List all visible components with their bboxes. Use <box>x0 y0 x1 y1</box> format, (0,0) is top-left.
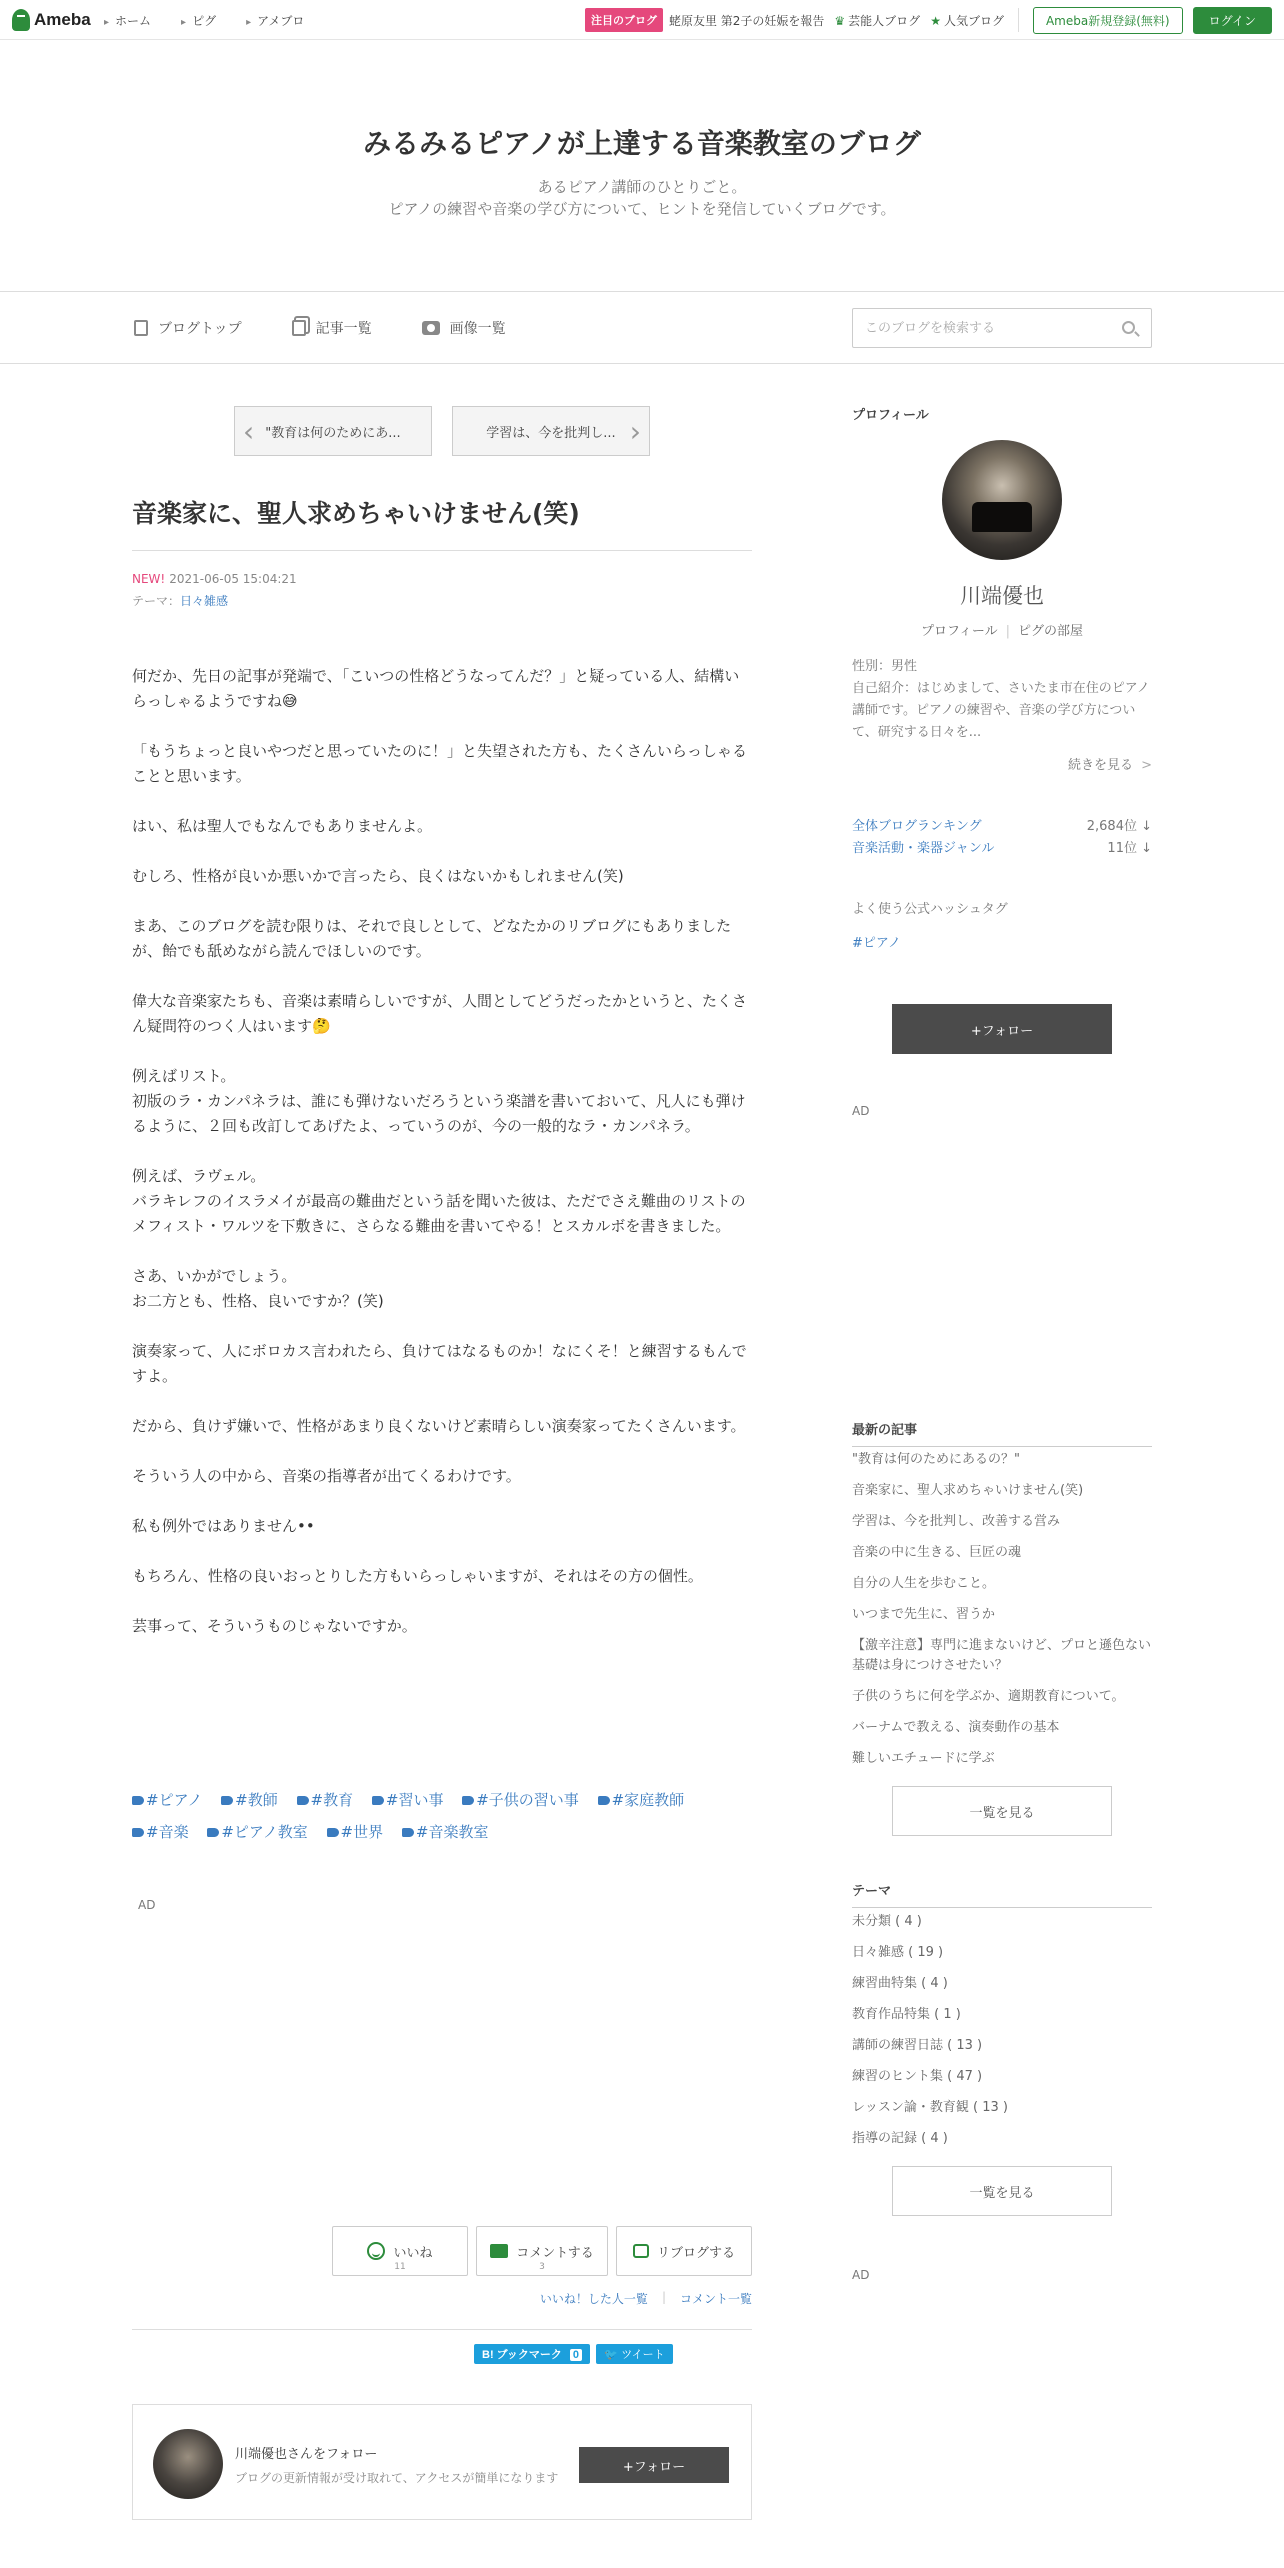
hatena-bookmark-button[interactable] <box>474 2344 590 2364</box>
hashtag-link[interactable] <box>598 1791 685 1809</box>
separator: | <box>661 2290 666 2304</box>
documents-icon <box>292 320 306 336</box>
share-buttons <box>474 2344 673 2364</box>
pigg-room-link[interactable]: ピグの部屋 <box>1018 624 1084 639</box>
global-nav-right <box>585 8 1272 32</box>
subnav-blog-top-label: ブログトップ <box>158 321 242 337</box>
ad-label: AD <box>852 1104 870 1118</box>
blog-description <box>0 176 1284 220</box>
blog-header <box>0 40 1284 292</box>
theme-link[interactable]: レッスン論・教育観 ( 13 ) <box>852 2100 1008 2115</box>
profile-gender: 性別：男性 <box>852 659 918 674</box>
hashtag-link[interactable] <box>297 1791 354 1809</box>
blog-description-line1: あるピアノ講師のひとりごと。 <box>537 178 747 196</box>
theme-list <box>852 1912 1152 2160</box>
celebrity-blog-link[interactable] <box>834 12 920 29</box>
crown-icon: ♛ <box>834 13 846 28</box>
recent-articles-list <box>852 1450 1152 1780</box>
theme-heading: テーマ <box>852 1880 1152 1908</box>
article-paragraph: だから、負けず嫌いで、性格があまり良くないけど素晴らしい演奏家ってたくさんいます。 <box>132 1417 746 1435</box>
follow-button[interactable]: +フォロー <box>579 2447 729 2483</box>
article-paragraph: 何だか、先日の記事が発端で、「こいつの性格どうなってんだ？」と疑っている人、結構いらっしゃるようですね😅 <box>132 667 740 710</box>
login-button[interactable]: ログイン <box>1193 7 1272 34</box>
blog-search-box <box>852 308 1152 348</box>
comment-count: 3 <box>539 2262 545 2272</box>
tag-icon <box>297 1796 309 1805</box>
recent-more-button[interactable]: 一覧を見る <box>892 1786 1112 1836</box>
celebrity-blog-label: 芸能人ブログ <box>848 13 921 28</box>
ranking-genre-value: 11位 ↓ <box>1107 841 1152 856</box>
ranking-all-link[interactable]: 全体ブログランキング <box>852 819 982 834</box>
ranking-row-all <box>852 816 1152 838</box>
recent-article-link[interactable]: 難しいエチュードに学ぶ <box>852 1751 995 1766</box>
hatena-count: 0 <box>570 2349 582 2361</box>
theme-more-button[interactable]: 一覧を見る <box>892 2166 1112 2216</box>
hatena-label: B! ブックマーク <box>482 2349 562 2361</box>
hashtag-text: #教育 <box>310 1791 354 1809</box>
theme-link[interactable]: 教育作品特集 ( 1 ) <box>852 2007 961 2022</box>
hashtag-heading: よく使う公式ハッシュタグ <box>852 902 1008 917</box>
divider <box>132 2329 752 2330</box>
theme-label: テーマ： <box>132 594 181 608</box>
hashtag-link[interactable] <box>132 1823 189 1841</box>
ranking <box>852 816 1152 860</box>
logo-text: Ameba <box>34 10 91 29</box>
tag-icon <box>132 1796 144 1805</box>
tag-icon <box>372 1796 384 1805</box>
article-paragraph: そういう人の中から、音楽の指導者が出てくるわけです。 <box>132 1467 521 1485</box>
recent-article-link[interactable]: 子供のうちに何を学ぶか、適期教育について。 <box>852 1689 1125 1704</box>
article-hashtags <box>132 1784 752 1848</box>
popular-blog-label: 人気ブログ <box>943 13 1004 28</box>
profile-name[interactable]: 川端優也 <box>960 584 1044 608</box>
profile-avatar[interactable] <box>942 440 1062 560</box>
camera-icon <box>422 321 440 335</box>
theme-link[interactable]: 講師の練習日誌 ( 13 ) <box>852 2038 983 2053</box>
reblog-button[interactable] <box>616 2226 752 2276</box>
follow-box-description: ブログの更新情報が受け取れて、アクセスが簡単になります <box>235 2471 559 2485</box>
sidebar-follow-button[interactable]: +フォロー <box>892 1004 1112 1054</box>
comment-list-link[interactable]: コメント一覧 <box>679 2292 752 2306</box>
register-button[interactable]: Ameba新規登録(無料) <box>1033 7 1183 34</box>
follow-box-title: 川端優也さんをフォロー <box>235 2447 378 2462</box>
ranking-row-genre <box>852 838 1152 860</box>
tweet-label: ツイート <box>621 2348 665 2361</box>
article-title[interactable]: 音楽家に、聖人求めちゃいけません(笑) <box>132 494 752 551</box>
author-avatar[interactable] <box>153 2429 223 2499</box>
article-paragraph: さあ、いかがでしょう。 お二方とも、性格、良いですか？(笑) <box>132 1267 384 1310</box>
hot-blog-badge: 注目のブログ <box>585 8 663 32</box>
tag-icon <box>207 1828 219 1837</box>
article-actions <box>332 2226 752 2276</box>
tag-icon <box>132 1828 144 1837</box>
article-paragraph: むしろ、性格が良いか悪いかで言ったら、良くはないかもしれません(笑) <box>132 867 624 885</box>
ameba-logo[interactable] <box>12 8 91 32</box>
search-icon[interactable] <box>1122 321 1135 334</box>
tag-icon <box>327 1828 339 1837</box>
theme-link[interactable]: 練習のヒント集 ( 47 ) <box>852 2069 983 2084</box>
follow-box <box>132 2404 752 2520</box>
next-article-button[interactable]: 学習は、今を批判し... › <box>452 406 650 456</box>
recent-article-link[interactable]: 【激辛注意】専門に進まないけど、プロと遜色ない基礎は身につけさせたい？ <box>852 1638 1152 1673</box>
tag-icon <box>462 1796 474 1805</box>
article-paragraph: はい、私は聖人でもなんでもありませんよ。 <box>132 817 433 835</box>
article-paragraph: まあ、このブログを読む限りは、それで良しとして、どなたかのリブログにもありましたが、飴でも舐めながら読んでほしいのです。 <box>132 917 732 960</box>
ranking-genre-link[interactable]: 音楽活動・楽器ジャンル <box>852 841 995 856</box>
nav-link-pigg[interactable]: ▸ ピグ <box>181 12 216 29</box>
blog-description-line2: ピアノの練習や音楽の学び方について、ヒントを発信していくブログです。 <box>388 200 896 218</box>
article-paragraph: 例えば、ラヴェル。 バラキレフのイスラメイが最高の難曲だという話を聞いた彼は、ただでさえ難曲のリストのメフィスト・ワルツを下敷きに、さらなる難曲を書いてやる！とスカルボを書きました。 <box>132 1167 746 1235</box>
recent-article-link[interactable]: 音楽の中に生きる、巨匠の魂 <box>852 1545 1022 1560</box>
profile-more-link[interactable]: 続きを見る > <box>1068 754 1152 773</box>
like-button[interactable] <box>332 2226 468 2276</box>
recent-article-link[interactable]: いつまで先生に、習うか <box>852 1607 996 1622</box>
profile-heading: プロフィール <box>852 408 929 423</box>
blog-search-input[interactable] <box>853 309 1103 347</box>
hashtag-link[interactable] <box>132 1791 202 1809</box>
article-paragraph: 例えばリスト。 初版のラ・カンパネラは、誰にも弾けないだろうという楽譜を書いておいて、凡人にも弾けるように、２回も改訂してあげたよ、っていうのが、今の一般的なラ・カンパネラ。 <box>132 1067 746 1135</box>
ranking-all-value: 2,684位 ↓ <box>1086 819 1152 834</box>
recent-articles-heading: 最新の記事 <box>852 1419 1152 1447</box>
global-nav <box>0 0 1284 40</box>
article-paragraph: もちろん、性格の良いおっとりした方もいらっしゃいますが、それはその方の個性。 <box>132 1567 703 1585</box>
smile-icon <box>367 2242 385 2260</box>
hashtag-text: #教師 <box>235 1791 278 1809</box>
subnav-article-list[interactable] <box>292 318 372 338</box>
hashtag-text: #音楽 <box>146 1823 189 1841</box>
comment-icon <box>490 2244 508 2258</box>
subnav-image-list[interactable] <box>422 318 506 338</box>
hashtag-text: #ピアノ教室 <box>221 1823 308 1841</box>
theme-link[interactable]: 練習曲特集 ( 4 ) <box>852 1976 948 1991</box>
recent-article-link[interactable]: 自分の人生を歩むこと。 <box>852 1576 996 1591</box>
profile-intro: 自己紹介：はじめまして、さいたま市在住のピアノ講師です。ピアノの練習や、音楽の学び方について、研究する日々を... <box>852 681 1150 740</box>
recent-article-link[interactable]: バーナムで教える、演奏動作の基本 <box>852 1720 1060 1735</box>
subnav-blog-top[interactable] <box>134 318 242 338</box>
liked-users-link[interactable]: いいね！した人一覧 <box>539 2292 648 2306</box>
hashtag-text: #家庭教師 <box>611 1791 685 1809</box>
tag-icon <box>402 1828 414 1837</box>
reblog-icon <box>633 2244 649 2258</box>
comment-label: コメントする <box>516 2245 594 2261</box>
separator: | <box>1005 624 1011 639</box>
nav-link-ameblo[interactable]: ▸ アメブロ <box>246 12 304 29</box>
recent-article-link[interactable]: 学習は、今を批判し、改善する営み <box>852 1514 1061 1529</box>
hashtag-link[interactable] <box>327 1823 384 1841</box>
article-datetime: 2021-06-05 15:04:21 <box>169 572 297 586</box>
hashtag-text: #世界 <box>340 1823 384 1841</box>
recent-article-link[interactable]: 音楽家に、聖人求めちゃいけません(笑) <box>852 1483 1084 1498</box>
article-paragraph: 「もうちょっと良いやつだと思っていたのに！」と失望された方も、たくさんいらっしゃることと思います。 <box>132 742 748 785</box>
profile-links <box>852 620 1152 639</box>
ad-label: AD <box>852 2268 870 2282</box>
theme-link[interactable]: 指導の記録 ( 4 ) <box>852 2131 948 2146</box>
twitter-bird-icon: 🐦 <box>604 2348 618 2361</box>
blog-title[interactable]: みるみるピアノが上達する音楽教室のブログ <box>363 127 921 160</box>
divider <box>1018 8 1019 32</box>
article-pager <box>234 406 650 456</box>
blog-subnav <box>0 292 1284 364</box>
hashtag-link[interactable] <box>207 1823 307 1841</box>
reblog-label: リブログする <box>656 2245 735 2261</box>
article-paragraph: 私も例外ではありません•• <box>132 1517 315 1535</box>
hashtag-link[interactable] <box>402 1823 489 1841</box>
sidebar-hashtag-link[interactable]: #ピアノ <box>852 936 901 951</box>
profile-link[interactable]: プロフィール <box>920 624 998 639</box>
hashtag-text: #習い事 <box>385 1791 444 1809</box>
star-icon: ★ <box>930 13 941 28</box>
article-meta <box>132 568 297 612</box>
subnav-article-list-label: 記事一覧 <box>315 321 372 337</box>
tag-icon <box>598 1796 610 1805</box>
hashtag-text: #音楽教室 <box>415 1823 489 1841</box>
recent-article-link[interactable]: "教育は何のためにあるの？" <box>852 1452 1020 1467</box>
popular-blog-link[interactable] <box>930 12 1004 29</box>
new-badge: NEW! <box>132 572 166 586</box>
like-count: 11 <box>394 2262 406 2272</box>
comment-button[interactable] <box>476 2226 608 2276</box>
hashtag-text: #ピアノ <box>146 1791 203 1809</box>
article-body <box>132 664 752 1664</box>
hashtag-link[interactable] <box>221 1791 278 1809</box>
prev-article-button[interactable]: ‹ "教育は何のためにあ... <box>234 406 432 456</box>
article-paragraph: 演奏家って、人にボロカス言われたら、負けてはなるものか！なにくそ！と練習するもんですよ。 <box>132 1342 747 1385</box>
document-icon <box>134 320 148 336</box>
theme-link[interactable]: 日々雑感 ( 19 ) <box>852 1945 944 1960</box>
hashtag-text: #子供の習い事 <box>476 1791 579 1809</box>
tweet-button[interactable] <box>596 2344 673 2364</box>
article-theme-link[interactable]: 日々雑感 <box>180 594 229 608</box>
article-paragraph: 芸事って、そういうものじゃないですか。 <box>132 1617 417 1635</box>
ameba-mascot-icon <box>12 9 30 31</box>
nav-link-home[interactable]: ▸ ホーム <box>104 12 151 29</box>
profile-info <box>852 656 1152 744</box>
like-label: いいね <box>393 2245 433 2261</box>
theme-link[interactable]: 未分類 ( 4 ) <box>852 1914 922 1929</box>
ad-label: AD <box>138 1898 156 1912</box>
hot-blog-link[interactable]: 蛯原友里 第2子の妊娠を報告 <box>668 13 825 28</box>
article-paragraph: 偉大な音楽家たちも、音楽は素晴らしいですが、人間としてどうだったかというと、たくさん疑問符のつく人はいます🤔 <box>132 992 748 1035</box>
tag-icon <box>221 1796 233 1805</box>
global-nav-links <box>104 12 304 29</box>
article-sublinks <box>540 2290 752 2307</box>
subnav-image-list-label: 画像一覧 <box>449 321 506 337</box>
hashtag-link[interactable] <box>462 1791 579 1809</box>
hashtag-link[interactable] <box>372 1791 444 1809</box>
